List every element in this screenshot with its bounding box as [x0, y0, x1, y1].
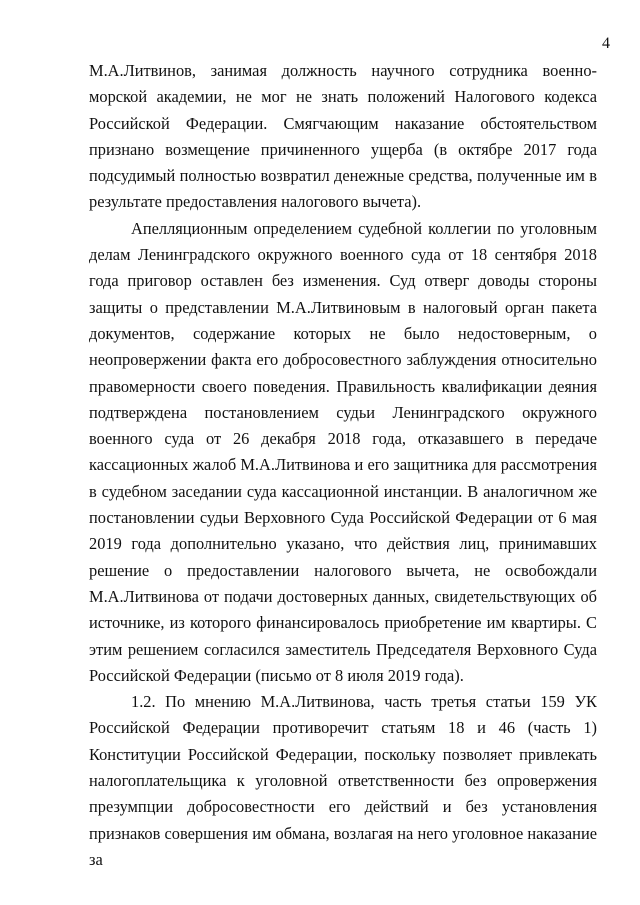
paragraph-continuation: М.А.Литвинов, занимая должность научного сотрудника военно-морской академии, не мог не знать положений Налогового кодекса Российской Федерации. Смягчающим наказание обстоятельством признано возмещение причиненного ущерба (в октябре 2017 года подсудимый полностью возвратил денежные средства, полученные им в результате предоставления налогового вычета).: [89, 61, 597, 212]
paragraph-section-1-2: 1.2. По мнению М.А.Литвинова, часть третья статьи 159 УК Российской Федерации противоречит статьям 18 и 46 (часть 1) Конституции Российской Федерации, поскольку позволяет привлекать налогоплательщика к уголовной ответственности без опровержения презумпции добросовестности его действий и без установления признаков совершения им обмана, возлагая на него уголовное наказание за: [89, 692, 597, 869]
document-body: [89, 58, 597, 873]
paragraph-appeal: Апелляционным определением судебной коллегии по уголовным делам Ленинградского окружного военного суда от 18 сентября 2018 года приговор оставлен без изменения. Суд отверг доводы стороны защиты о представлении М.А.Литвиновым в налоговый орган пакета документов, содержание которых не было недостоверным, о неопровержении факта его добросовестного заблуждения относительно правомерности своего поведения. Правильность квалификации деяния подтверждена постановлением судьи Ленинградского окружного военного суда от 26 декабря 2018 года, отказавшего в передаче кассационных жалоб М.А.Литвинова и его защитника для рассмотрения в судебном заседании суда кассационной инстанции. В аналогичном же постановлении судьи Верховного Суда Российской Федерации от 6 мая 2019 года дополнительно указано, что действия лиц, принимавших решение о предоставлении налогового вычета, не освобождали М.А.Литвинова от подачи достоверных данных, свидетельствующих об источнике, из которого финансировалось приобретение им квартиры. С этим решением согласился заместитель Председателя Верховного Суда Российской Федерации (письмо от 8 июля 2019 года).: [89, 218, 597, 685]
page-number: 4: [602, 35, 610, 52]
